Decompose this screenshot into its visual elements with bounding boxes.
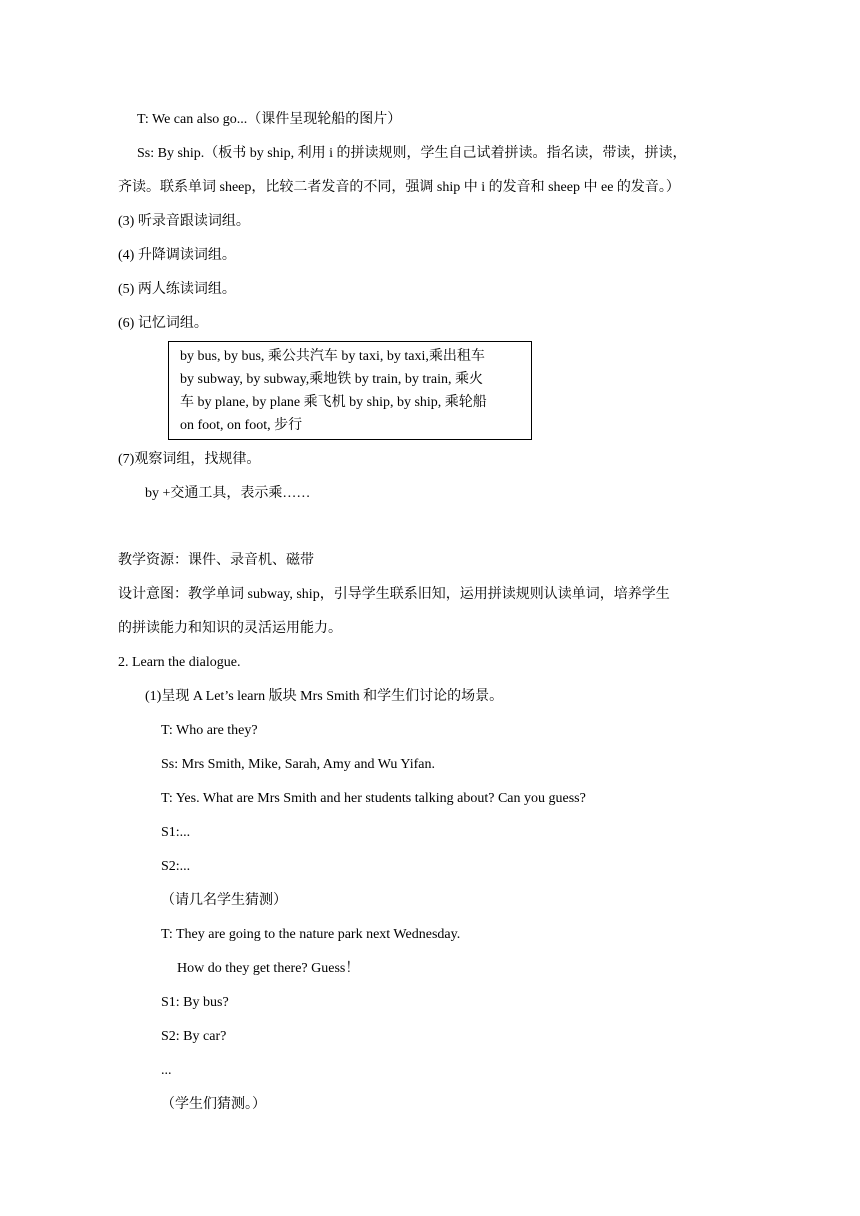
paragraph-line: 齐读。联系单词 sheep，比较二者发音的不同，强调 ship 中 i 的发音和 sheep 中 ee 的发音。） bbox=[118, 180, 680, 195]
step-5: (5) 两人练读词组。 bbox=[118, 282, 236, 297]
step-1: (1)呈现 A Let’s learn 版块 Mrs Smith 和学生们讨论的场景。 bbox=[145, 689, 504, 704]
step-7: (7)观察词组，找规律。 bbox=[118, 452, 261, 467]
phrase-line: by subway, by subway,乘地铁 by train, by train, 乘火 bbox=[180, 372, 484, 387]
dialogue-line: T: Who are they? bbox=[161, 723, 258, 738]
teacher-line: T: We can also go...（课件呈现轮船的图片） bbox=[137, 112, 402, 127]
dialogue-line: Ss: Mrs Smith, Mike, Sarah, Amy and Wu Yifan. bbox=[161, 757, 435, 772]
teaching-resources: 教学资源：课件、录音机、磁带 bbox=[118, 553, 314, 568]
dialogue-line: S1: By bus? bbox=[161, 995, 229, 1010]
step-6: (6) 记忆词组。 bbox=[118, 316, 208, 331]
phrase-line: 车 by plane, by plane 乘飞机 by ship, by ship, 乘轮船 bbox=[180, 395, 487, 410]
note-line: （学生们猜测。） bbox=[161, 1097, 266, 1112]
phrase-box bbox=[168, 341, 532, 440]
phrase-line: by bus, by bus, 乘公共汽车 by taxi, by taxi,乘出租车 bbox=[180, 349, 485, 364]
section-heading: 2. Learn the dialogue. bbox=[118, 655, 241, 670]
dialogue-line: How do they get there? Guess！ bbox=[177, 961, 360, 976]
note-line: （请几名学生猜测） bbox=[161, 893, 287, 908]
dialogue-line: T: Yes. What are Mrs Smith and her students talking about? Can you guess? bbox=[161, 791, 586, 806]
phrase-line: on foot, on foot, 步行 bbox=[180, 418, 303, 433]
students-line: Ss: By ship.（板书 by ship, 利用 i 的拼读规则，学生自己试着拼读。指名读，带读，拼读， bbox=[137, 146, 687, 161]
rule-line: by +交通工具，表示乘…… bbox=[145, 486, 311, 501]
step-4: (4) 升降调读词组。 bbox=[118, 248, 236, 263]
ellipsis-line: ... bbox=[161, 1063, 172, 1078]
dialogue-line: S2:... bbox=[161, 859, 191, 874]
design-intent-line: 设计意图：教学单词 subway, ship，引导学生联系旧知，运用拼读规则认读单词，培养学生 bbox=[118, 587, 670, 602]
design-intent-line: 的拼读能力和知识的灵活运用能力。 bbox=[118, 621, 342, 636]
step-3: (3) 听录音跟读词组。 bbox=[118, 214, 250, 229]
dialogue-line: T: They are going to the nature park next Wednesday. bbox=[161, 927, 461, 942]
dialogue-line: S1:... bbox=[161, 825, 191, 840]
dialogue-line: S2: By car? bbox=[161, 1029, 227, 1044]
